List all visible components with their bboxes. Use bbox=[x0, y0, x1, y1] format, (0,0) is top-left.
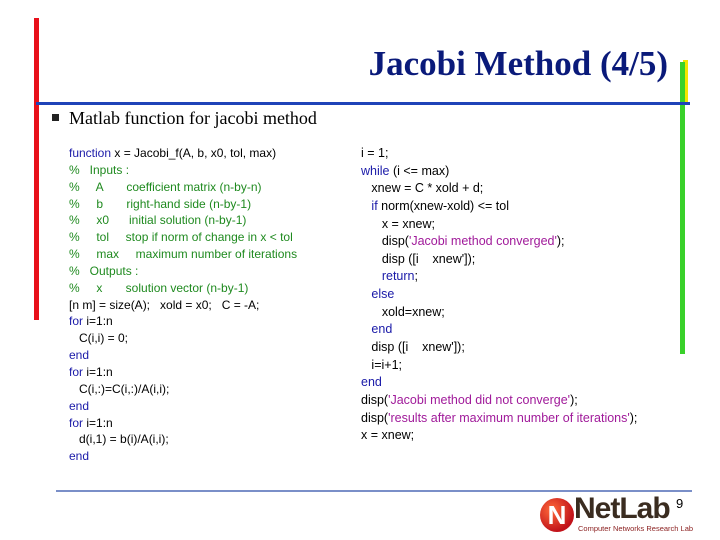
code-line bbox=[69, 297, 297, 314]
code-token: norm(xnew-xold) <= tol bbox=[377, 198, 509, 213]
code-token: ); bbox=[570, 392, 578, 407]
code-token: disp( bbox=[361, 410, 389, 425]
code-line bbox=[69, 364, 297, 381]
code-token: xnew = C * xold + d; bbox=[361, 181, 484, 196]
code-token bbox=[361, 199, 371, 213]
code-line bbox=[361, 392, 637, 410]
code-line bbox=[361, 304, 637, 322]
code-line bbox=[361, 339, 637, 357]
code-line bbox=[361, 198, 637, 216]
code-token: % max maximum number of iterations bbox=[69, 247, 298, 262]
code-token: C(i,:)=C(i,:)/A(i,i); bbox=[69, 381, 170, 396]
code-token: i=1:n bbox=[83, 415, 113, 430]
code-token: 'results after maximum number of iterations' bbox=[388, 410, 630, 425]
code-token: (i <= max) bbox=[389, 163, 450, 178]
page-number: 9 bbox=[676, 496, 684, 511]
code-token: [n m] = size(A); xold = x0; C = -A; bbox=[69, 297, 260, 312]
code-line bbox=[361, 233, 637, 251]
code-token: function bbox=[69, 146, 112, 160]
bullet-text: Matlab function for jacobi method bbox=[69, 108, 317, 128]
code-token: i = 1; bbox=[361, 146, 389, 160]
code-line bbox=[361, 251, 637, 269]
code-line bbox=[361, 286, 637, 304]
code-token: x = Jacobi_f(A, b, x0, tol, max) bbox=[111, 146, 277, 160]
code-token: end bbox=[69, 348, 90, 363]
code-line bbox=[361, 321, 637, 339]
code-token: 'Jacobi method did not converge' bbox=[388, 392, 571, 407]
code-line bbox=[69, 415, 297, 432]
code-token: for bbox=[69, 314, 84, 329]
code-token: else bbox=[371, 287, 395, 302]
code-line bbox=[69, 330, 297, 347]
code-token: d(i,1) = b(i)/A(i,i); bbox=[69, 432, 169, 447]
code-line bbox=[69, 145, 297, 162]
code-line bbox=[69, 196, 297, 213]
code-token: while bbox=[361, 163, 390, 178]
green-accent-bar bbox=[680, 62, 685, 354]
code-line bbox=[361, 216, 637, 234]
code-line bbox=[69, 162, 297, 179]
code-line bbox=[69, 212, 297, 229]
code-token: ); bbox=[556, 234, 565, 249]
code-line bbox=[69, 280, 297, 297]
code-line bbox=[361, 163, 637, 181]
code-token: % Inputs : bbox=[69, 162, 130, 177]
code-token: disp( bbox=[361, 392, 389, 407]
code-token: C(i,i) = 0; bbox=[69, 331, 129, 346]
code-line bbox=[69, 179, 297, 196]
code-line bbox=[361, 357, 637, 375]
code-line bbox=[69, 381, 297, 398]
code-token: % Outputs : bbox=[69, 263, 139, 278]
code-token: for bbox=[69, 364, 84, 379]
square-bullet-icon bbox=[52, 114, 59, 121]
code-line bbox=[361, 410, 637, 428]
code-token: i=i+1; bbox=[361, 357, 402, 372]
code-token: i=1:n bbox=[83, 314, 113, 329]
code-line bbox=[69, 347, 297, 364]
code-token: end bbox=[361, 375, 382, 390]
code-line bbox=[361, 268, 637, 286]
slide-title: Jacobi Method (4/5) bbox=[368, 44, 668, 83]
code-token: x = xnew; bbox=[361, 428, 415, 443]
code-token: disp ([i xnew']); bbox=[361, 340, 465, 355]
logo-tagline: Computer Networks Research Lab bbox=[578, 524, 694, 533]
code-token: 'Jacobi method converged' bbox=[408, 234, 557, 249]
code-token: ; bbox=[414, 269, 418, 284]
code-line bbox=[361, 427, 637, 445]
code-token: % x0 initial solution (n-by-1) bbox=[69, 213, 247, 228]
code-line bbox=[361, 374, 637, 392]
code-block-left bbox=[69, 145, 297, 465]
code-token bbox=[361, 322, 371, 336]
code-token: % x solution vector (n-by-1) bbox=[69, 280, 249, 295]
code-token: x = xnew; bbox=[361, 216, 435, 231]
code-token: for bbox=[69, 415, 84, 430]
code-token: return bbox=[381, 269, 415, 284]
code-block-right bbox=[361, 145, 637, 445]
code-token bbox=[361, 287, 371, 301]
netlab-logo bbox=[540, 494, 716, 536]
code-token: end bbox=[69, 449, 90, 464]
code-line bbox=[361, 145, 637, 163]
code-line bbox=[69, 229, 297, 246]
code-line bbox=[69, 246, 297, 263]
code-token: % tol stop if norm of change in x < tol bbox=[69, 230, 293, 245]
code-token: disp( bbox=[361, 234, 409, 249]
code-token: disp ([i xnew']); bbox=[361, 251, 476, 266]
bullet-item bbox=[52, 108, 317, 129]
code-line bbox=[69, 448, 297, 465]
code-line bbox=[361, 180, 637, 198]
title-underline bbox=[36, 102, 690, 105]
logo-n-icon: N bbox=[540, 498, 574, 532]
code-token: end bbox=[371, 322, 393, 337]
code-token: if bbox=[371, 198, 378, 213]
code-token: xold=xnew; bbox=[361, 304, 445, 319]
code-token: % A coefficient matrix (n-by-n) bbox=[69, 179, 262, 194]
code-line bbox=[69, 263, 297, 280]
logo-brand: NetLab bbox=[574, 492, 670, 525]
code-token: end bbox=[69, 398, 90, 413]
code-token: i=1:n bbox=[83, 364, 113, 379]
code-line bbox=[69, 398, 297, 415]
code-token: % b right-hand side (n-by-1) bbox=[69, 196, 252, 211]
code-token bbox=[361, 269, 382, 283]
code-token: ); bbox=[629, 410, 638, 425]
red-accent-bar bbox=[34, 18, 39, 320]
code-line bbox=[69, 431, 297, 448]
code-line bbox=[69, 313, 297, 330]
